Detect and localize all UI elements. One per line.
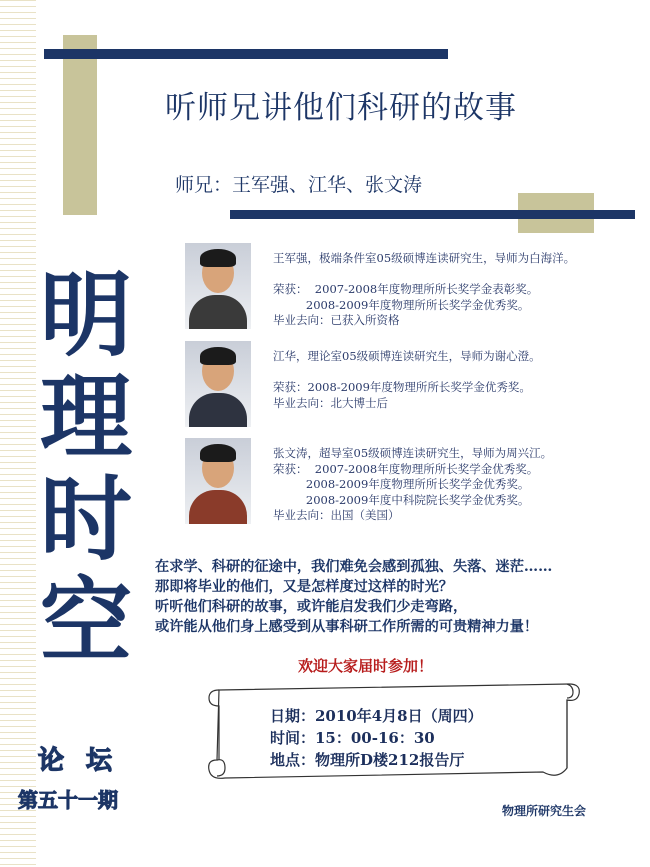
- paragraph-line: 或许能从他们身上感受到从事科研工作所需的可贵精神力量！: [155, 619, 539, 635]
- bio-line: 毕业去向：已获入所资格: [273, 313, 400, 327]
- bio-line: 2008-2009年度物理所所长奖学金优秀奖。: [273, 477, 530, 491]
- issue-label: 第五十一期: [18, 788, 118, 812]
- bio-line: 王军强，极端条件室05级硕博连读研究生，导师为白海洋。: [273, 251, 576, 265]
- forum-label: 论坛: [38, 746, 135, 776]
- event-time: 时间：15：00-16：30: [270, 729, 435, 747]
- profile-bio: [273, 349, 633, 411]
- bio-line: 2008-2009年度物理所所长奖学金优秀奖。: [273, 297, 530, 312]
- portrait-photo-icon: [185, 438, 251, 524]
- navy-bar-right: [230, 210, 635, 219]
- khaki-block-top: [63, 35, 97, 215]
- bio-line: 毕业去向：北大博士后: [273, 395, 388, 410]
- bio-line: 荣获： 2007-2008年度物理所所长奖学金表彰奖。: [273, 282, 539, 296]
- bio-line: 2008-2009年度中科院院长奖学金优秀奖。: [273, 492, 530, 507]
- vertical-title-char: 理: [39, 364, 132, 471]
- event-date: 日期：2010年4月8日（周四）: [270, 707, 483, 725]
- event-location: 地点：物理所D楼212报告厅: [270, 751, 465, 769]
- welcome-text: 欢迎大家届时参加！: [298, 657, 434, 675]
- vertical-title-char: 空: [39, 568, 132, 675]
- portrait-photo-icon: [185, 243, 251, 329]
- bio-line: 江华，理论室05级硕博连读研究生，导师为谢心澄。: [273, 349, 541, 363]
- navy-bar-top: [44, 49, 448, 59]
- paragraph-line: 在求学、科研的征途中，我们难免会感到孤独、失落、迷茫……: [155, 559, 553, 575]
- paragraph-line: 那即将毕业的他们，又是怎样度过这样的时光？: [155, 579, 453, 595]
- profile-bio: [273, 446, 633, 524]
- striped-margin: [0, 0, 36, 867]
- bio-line: [273, 267, 633, 283]
- page-title: 听师兄讲他们科研的故事: [165, 90, 517, 126]
- bio-line: 张文涛，超导室05级硕博连读研究生，导师为周兴江。: [273, 446, 553, 460]
- paragraph-line: 听听他们科研的故事，或许能启发我们少走弯路，: [155, 599, 468, 615]
- vertical-title-char: 明: [39, 262, 132, 369]
- event-info: [270, 705, 483, 771]
- bio-line: 毕业去向：出国（美国）: [273, 508, 400, 522]
- vertical-title-char: 时: [39, 466, 132, 573]
- organizer-label: 物理所研究生会: [502, 804, 587, 818]
- intro-paragraph: [155, 557, 625, 637]
- bio-line: 荣获：2008-2009年度物理所所长奖学金优秀奖。: [273, 380, 531, 394]
- speakers-subtitle: 师兄：王军强、江华、张文涛: [175, 174, 423, 196]
- bio-line: 荣获： 2007-2008年度物理所所长奖学金优秀奖。: [273, 461, 539, 476]
- portrait-photo-icon: [185, 341, 251, 427]
- bio-line: [273, 365, 633, 381]
- profile-bio: [273, 251, 633, 329]
